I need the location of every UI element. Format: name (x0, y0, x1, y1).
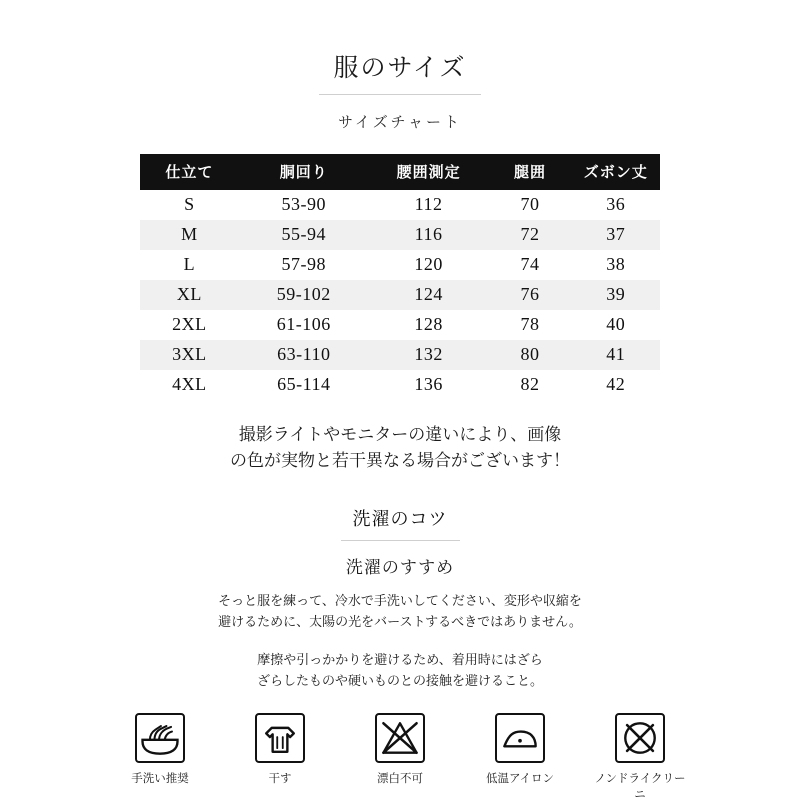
column-header-thigh: 腿囲 (488, 154, 571, 190)
table-header-row (140, 154, 660, 190)
cell-size: XL (140, 280, 239, 310)
cell-length: 37 (572, 220, 660, 250)
cell-waist-range: 55-94 (239, 220, 369, 250)
wash-section-subtitle: 洗濯のすすめ (345, 557, 455, 577)
cell-hip: 128 (369, 310, 489, 340)
care-symbol-low-iron (474, 713, 566, 788)
cell-length: 40 (572, 310, 660, 340)
care-symbols-row (0, 713, 800, 803)
cell-length: 38 (572, 250, 660, 280)
care-symbol-hand-wash (114, 713, 206, 788)
cell-length: 36 (572, 190, 660, 220)
care-symbol-caption: ノンドライクリーニ (594, 773, 686, 801)
size-table-head (140, 154, 660, 190)
title-block (0, 0, 800, 132)
no-bleach-icon (375, 713, 425, 763)
cell-length: 39 (572, 280, 660, 310)
size-table (140, 154, 660, 400)
care-symbol-caption: 干す (268, 773, 292, 786)
wash-instruction-2-line-1: 摩擦や引っかかりを避けるため、着用時にはざら (257, 651, 543, 667)
size-table-wrap (140, 154, 660, 400)
care-symbol-caption: 手洗い推奨 (131, 773, 189, 786)
disclaimer-line-2: の色が実物と若干異なる場合がございます！ (230, 451, 570, 471)
cell-size: S (140, 190, 239, 220)
column-header-hip: 腰囲測定 (369, 154, 489, 190)
table-row (140, 310, 660, 340)
cell-thigh: 82 (488, 370, 571, 400)
size-table-body (140, 190, 660, 400)
cell-hip: 116 (369, 220, 489, 250)
table-row (140, 340, 660, 370)
column-header-waist-range: 胴回り (239, 154, 369, 190)
wash-instruction-2-line-2: ざらしたものや硬いものとの接触を避けること。 (256, 673, 543, 688)
hand-wash-icon (135, 713, 185, 763)
cell-size: 2XL (140, 310, 239, 340)
cell-length: 42 (572, 370, 660, 400)
cell-size: 3XL (140, 340, 239, 370)
table-row (140, 370, 660, 400)
cell-waist-range: 65-114 (239, 370, 369, 400)
low-iron-icon (495, 713, 545, 763)
table-row (140, 250, 660, 280)
cell-waist-range: 57-98 (239, 250, 369, 280)
wash-section-title: 洗濯のコツ (341, 505, 460, 541)
cell-thigh: 76 (488, 280, 571, 310)
care-symbol-no-bleach (354, 713, 446, 788)
page-title: 服のサイズ (319, 48, 480, 95)
cell-hip: 120 (369, 250, 489, 280)
no-dry-clean-icon (615, 713, 665, 763)
cell-thigh: 78 (488, 310, 571, 340)
cell-thigh: 72 (488, 220, 571, 250)
page-subtitle: サイズチャート (337, 115, 463, 131)
table-row (140, 220, 660, 250)
cell-waist-range: 59-102 (239, 280, 369, 310)
care-symbol-drip-dry (234, 713, 326, 788)
cell-hip: 132 (369, 340, 489, 370)
cell-hip: 112 (369, 190, 489, 220)
wash-instruction-1-line-1: そっと服を練って、冷水で手洗いしてください、変形や収縮を (218, 592, 582, 608)
cell-thigh: 74 (488, 250, 571, 280)
column-header-length: ズボン丈 (572, 154, 660, 190)
care-symbol-caption: 漂白不可 (377, 773, 423, 786)
wash-title-block (0, 505, 800, 578)
cell-hip: 136 (369, 370, 489, 400)
color-disclaimer (0, 422, 800, 475)
disclaimer-line-1: 撮影ライトやモニターの違いにより、画像 (238, 425, 562, 444)
care-symbol-no-dry-clean (594, 713, 686, 803)
cell-waist-range: 53-90 (239, 190, 369, 220)
cell-size: 4XL (140, 370, 239, 400)
cell-length: 41 (572, 340, 660, 370)
cell-thigh: 70 (488, 190, 571, 220)
table-row (140, 280, 660, 310)
cell-waist-range: 61-106 (239, 310, 369, 340)
care-symbol-caption: 低温アイロン (486, 773, 554, 786)
table-row (140, 190, 660, 220)
drip-dry-icon (255, 713, 305, 763)
cell-size: M (140, 220, 239, 250)
wash-instruction-1-line-2: 避けるために、太陽の光をバーストするべきではありません。 (218, 614, 582, 630)
cell-waist-range: 63-110 (239, 340, 369, 370)
column-header-fit: 仕立て (140, 154, 239, 190)
cell-hip: 124 (369, 280, 489, 310)
cell-thigh: 80 (488, 340, 571, 370)
wash-instruction-1 (0, 590, 800, 633)
cell-size: L (140, 250, 239, 280)
wash-instruction-2 (0, 649, 800, 692)
